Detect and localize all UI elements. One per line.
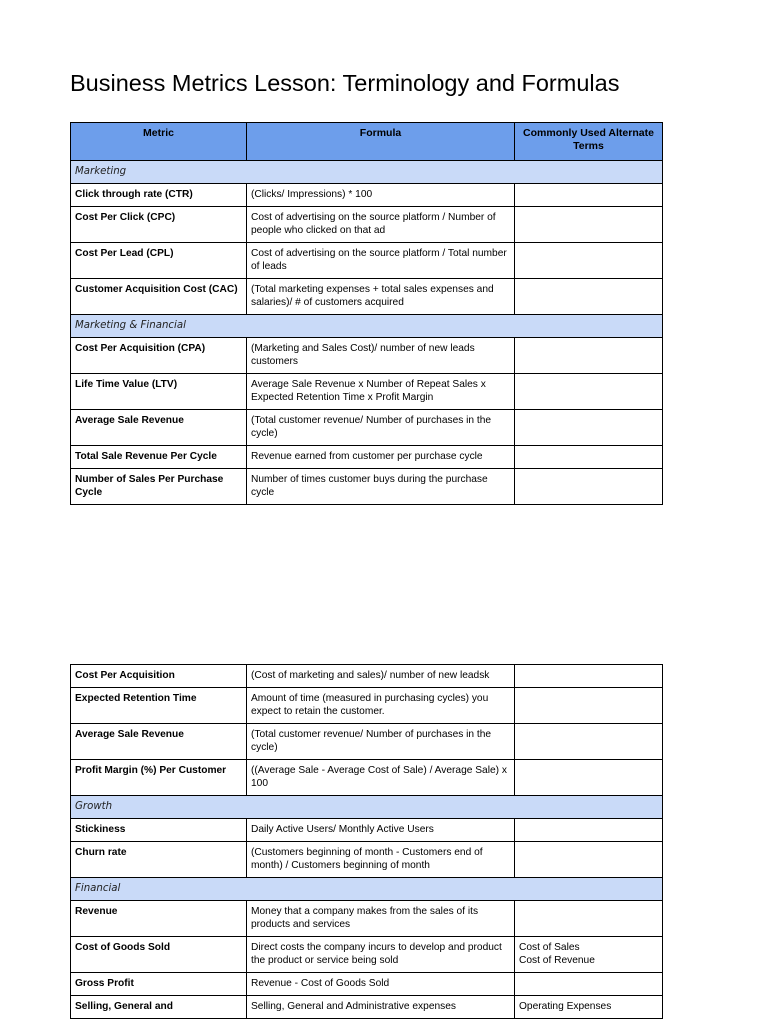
metric-cell: Average Sale Revenue <box>71 724 247 760</box>
alternate-terms-cell <box>515 243 663 279</box>
table-row <box>71 724 663 760</box>
alternate-terms-cell: Operating Expenses <box>515 996 663 1019</box>
table-row <box>71 279 663 315</box>
alternate-terms-cell <box>515 724 663 760</box>
table-row <box>71 184 663 207</box>
metric-cell: Number of Sales Per Purchase Cycle <box>71 469 247 505</box>
formula-cell: (Cost of marketing and sales)/ number of new leadsk <box>247 665 515 688</box>
table-row <box>71 410 663 446</box>
alternate-terms-cell: Cost of Sales Cost of Revenue <box>515 937 663 973</box>
table-row <box>71 760 663 796</box>
formula-cell: Selling, General and Administrative expenses <box>247 996 515 1019</box>
section-label: Marketing & Financial <box>71 315 663 338</box>
metric-cell: Cost of Goods Sold <box>71 937 247 973</box>
section-label: Financial <box>71 878 663 901</box>
metrics-table-1 <box>70 122 663 505</box>
formula-cell: (Total customer revenue/ Number of purchases in the cycle) <box>247 410 515 446</box>
formula-cell: Direct costs the company incurs to develop and product the product or service being sold <box>247 937 515 973</box>
formula-cell: Revenue earned from customer per purchase cycle <box>247 446 515 469</box>
table-row <box>71 446 663 469</box>
metric-cell: Cost Per Acquisition (CPA) <box>71 338 247 374</box>
metric-cell: Selling, General and <box>71 996 247 1019</box>
formula-cell: Average Sale Revenue x Number of Repeat Sales x Expected Retention Time x Profit Margin <box>247 374 515 410</box>
alternate-terms-cell <box>515 374 663 410</box>
alternate-terms-cell <box>515 842 663 878</box>
formula-cell: (Customers beginning of month - Customers end of month) / Customers beginning of month <box>247 842 515 878</box>
metric-cell: Cost Per Acquisition <box>71 665 247 688</box>
table-row <box>71 338 663 374</box>
header-formula: Formula <box>247 123 515 161</box>
formula-cell: Number of times customer buys during the purchase cycle <box>247 469 515 505</box>
alternate-terms-cell <box>515 338 663 374</box>
section-row-marketing <box>71 161 663 184</box>
metric-cell: Customer Acquisition Cost (CAC) <box>71 279 247 315</box>
formula-cell: Money that a company makes from the sales of its products and services <box>247 901 515 937</box>
alternate-terms-cell <box>515 973 663 996</box>
table-row <box>71 243 663 279</box>
formula-cell: Cost of advertising on the source platform / Number of people who clicked on that ad <box>247 207 515 243</box>
formula-cell: Cost of advertising on the source platform / Total number of leads <box>247 243 515 279</box>
alternate-terms-cell <box>515 207 663 243</box>
table-row <box>71 665 663 688</box>
formula-cell: (Total marketing expenses + total sales expenses and salaries)/ # of customers acquired <box>247 279 515 315</box>
table-row <box>71 996 663 1019</box>
table-row <box>71 901 663 937</box>
formula-cell: Daily Active Users/ Monthly Active Users <box>247 819 515 842</box>
metric-cell: Profit Margin (%) Per Customer <box>71 760 247 796</box>
alternate-terms-cell <box>515 184 663 207</box>
table-row <box>71 207 663 243</box>
section-row-growth <box>71 796 663 819</box>
metric-cell: Cost Per Click (CPC) <box>71 207 247 243</box>
alternate-terms-cell <box>515 819 663 842</box>
section-row-marketing-financial <box>71 315 663 338</box>
formula-cell: (Total customer revenue/ Number of purchases in the cycle) <box>247 724 515 760</box>
header-alternate-terms: Commonly Used Alternate Terms <box>515 123 663 161</box>
alternate-terms-cell <box>515 665 663 688</box>
section-row-financial <box>71 878 663 901</box>
formula-cell: (Clicks/ Impressions) * 100 <box>247 184 515 207</box>
alternate-terms-cell <box>515 760 663 796</box>
alternate-terms-cell <box>515 446 663 469</box>
table-row <box>71 688 663 724</box>
table-row <box>71 842 663 878</box>
formula-cell: Amount of time (measured in purchasing cycles) you expect to retain the customer. <box>247 688 515 724</box>
metric-cell: Life Time Value (LTV) <box>71 374 247 410</box>
document-title: Business Metrics Lesson: Terminology and Formulas <box>70 70 620 96</box>
table-row <box>71 374 663 410</box>
formula-cell: Revenue - Cost of Goods Sold <box>247 973 515 996</box>
metric-cell: Expected Retention Time <box>71 688 247 724</box>
table-row <box>71 469 663 505</box>
header-metric: Metric <box>71 123 247 161</box>
metric-cell: Gross Profit <box>71 973 247 996</box>
table-row <box>71 819 663 842</box>
alternate-terms-cell <box>515 279 663 315</box>
section-label: Growth <box>71 796 663 819</box>
table-header-row <box>71 123 663 161</box>
section-label: Marketing <box>71 161 663 184</box>
metric-cell: Click through rate (CTR) <box>71 184 247 207</box>
metric-cell: Average Sale Revenue <box>71 410 247 446</box>
alternate-terms-cell <box>515 469 663 505</box>
alternate-terms-cell <box>515 901 663 937</box>
metric-cell: Revenue <box>71 901 247 937</box>
alternate-terms-cell <box>515 688 663 724</box>
table-row <box>71 937 663 973</box>
metric-cell: Total Sale Revenue Per Cycle <box>71 446 247 469</box>
metric-cell: Churn rate <box>71 842 247 878</box>
alternate-terms-cell <box>515 410 663 446</box>
table-row <box>71 973 663 996</box>
formula-cell: (Marketing and Sales Cost)/ number of new leads customers <box>247 338 515 374</box>
metrics-table-2 <box>70 664 663 1019</box>
metric-cell: Stickiness <box>71 819 247 842</box>
formula-cell: ((Average Sale - Average Cost of Sale) / Average Sale) x 100 <box>247 760 515 796</box>
metric-cell: Cost Per Lead (CPL) <box>71 243 247 279</box>
